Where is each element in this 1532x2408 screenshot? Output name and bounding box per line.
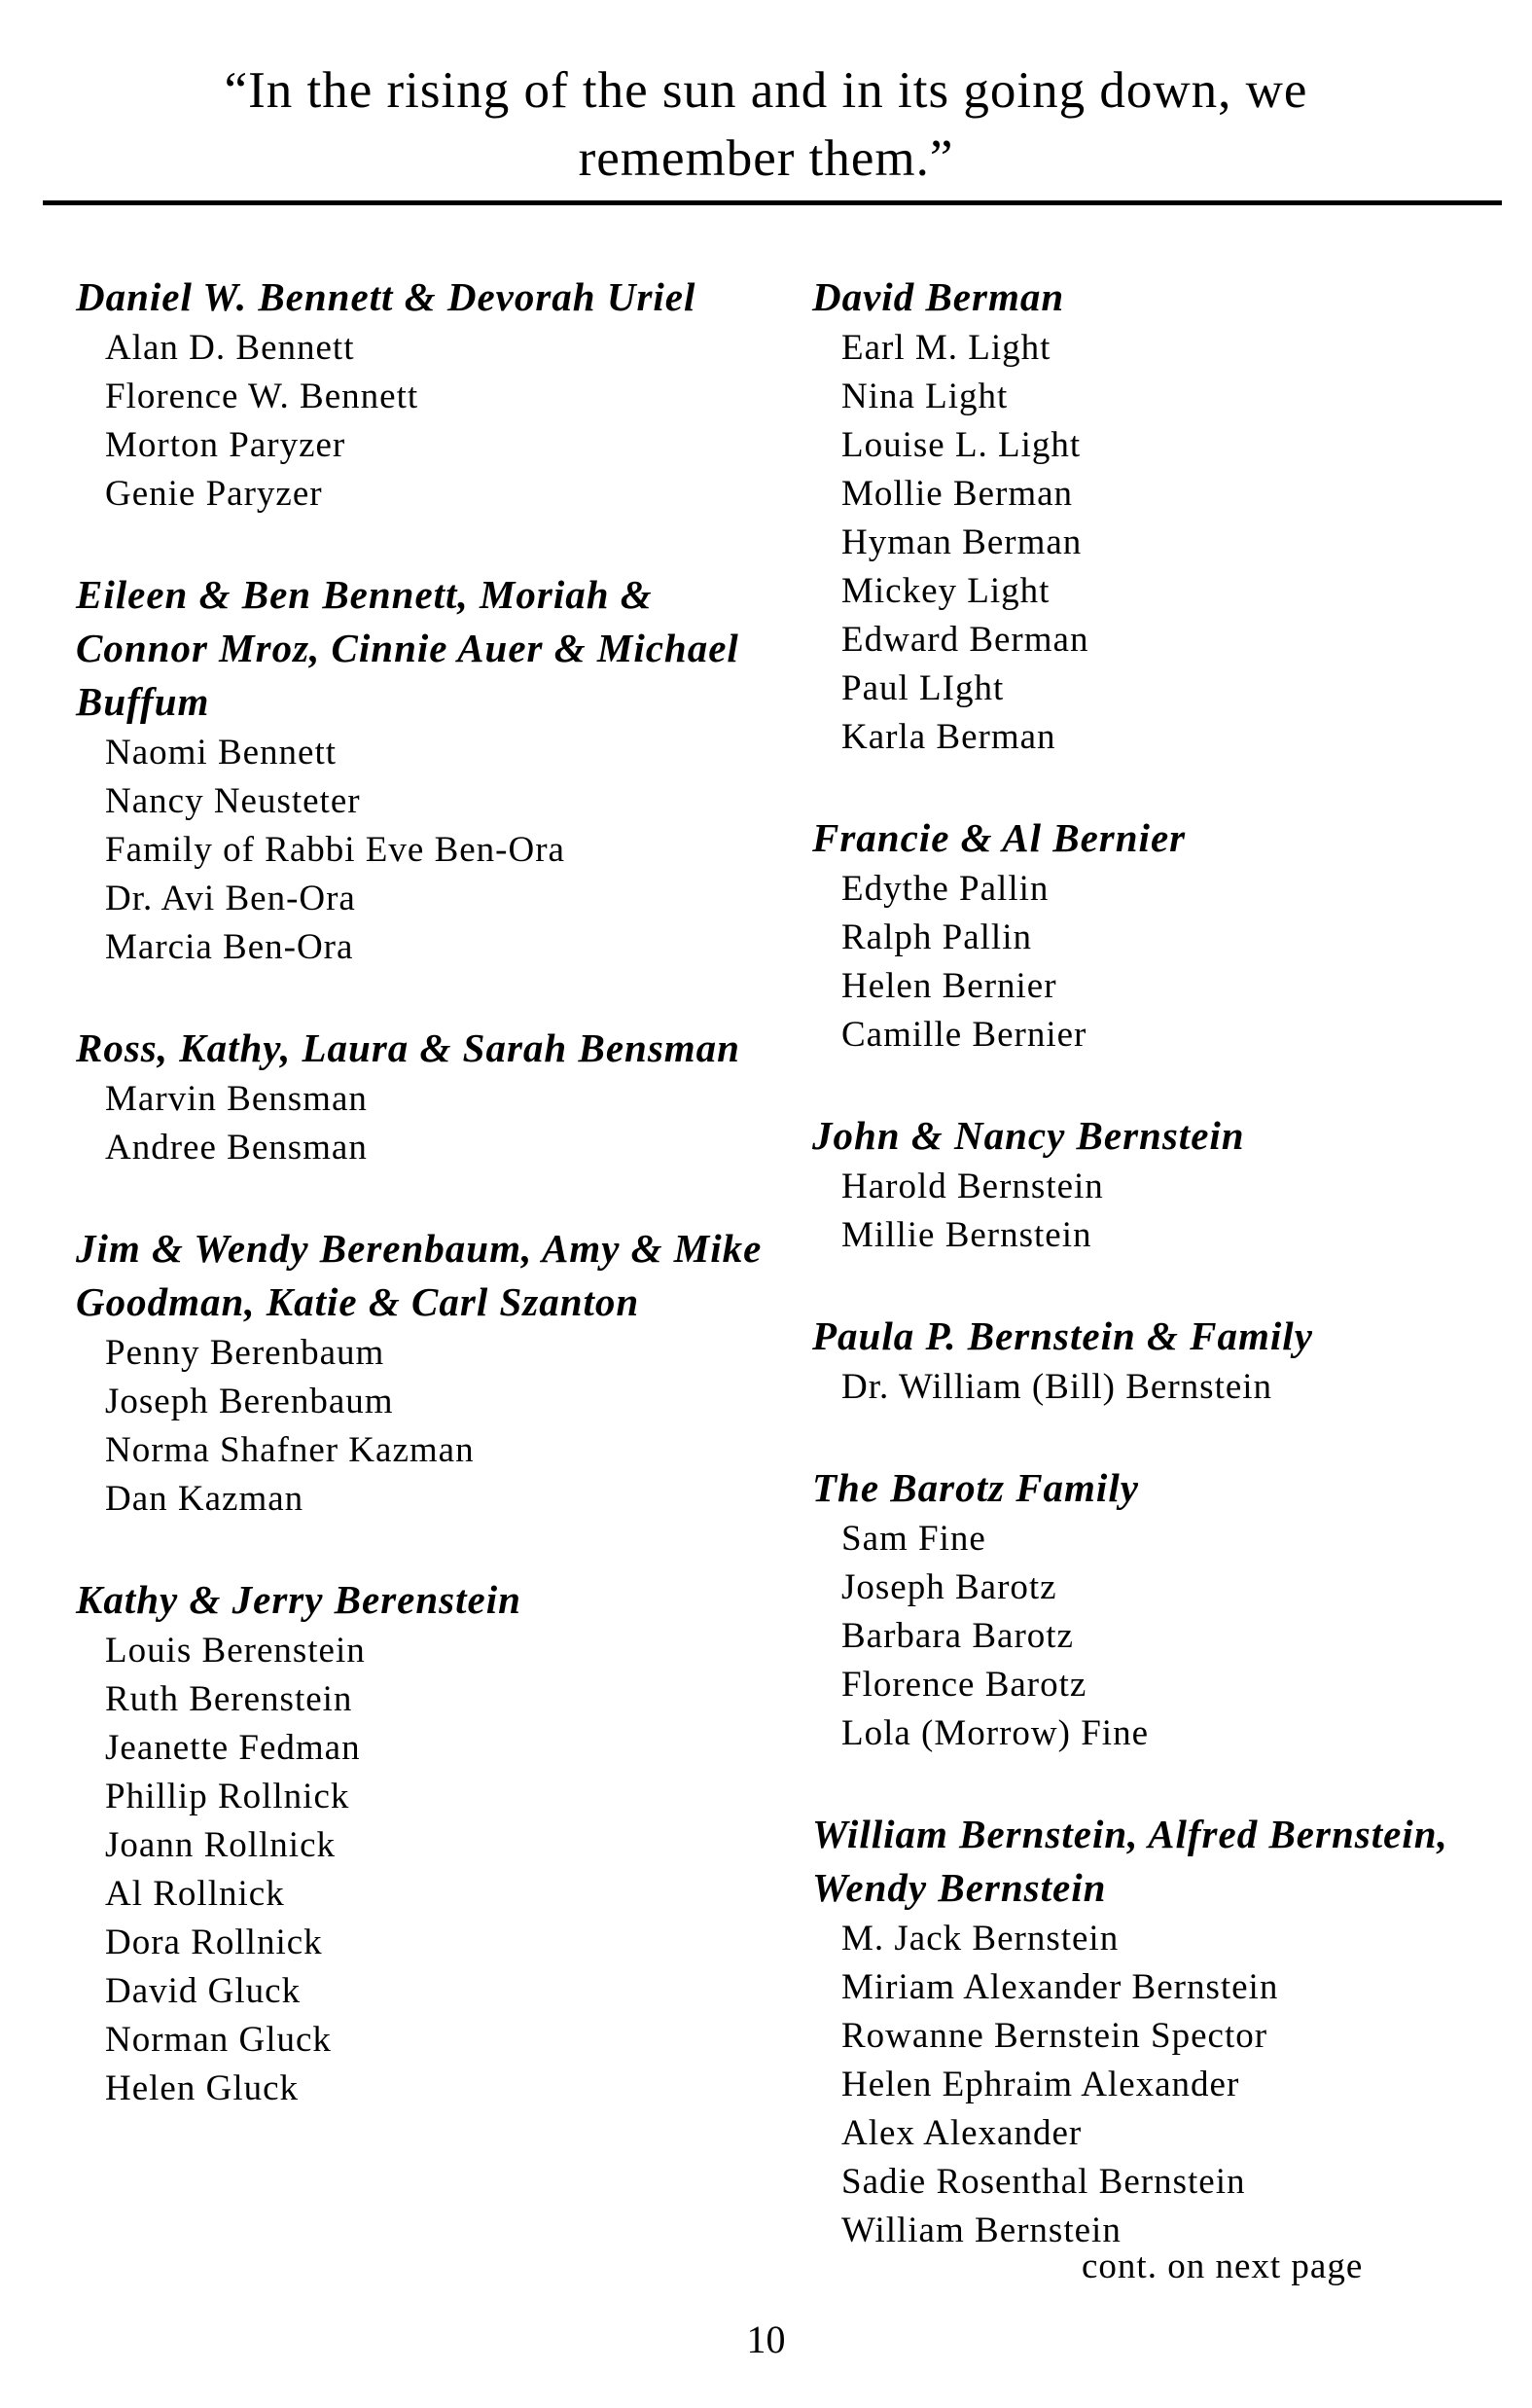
group-title: Paula P. Bernstein & Family <box>812 1313 1313 1358</box>
memorial-group <box>812 270 1493 762</box>
remembered-names-list <box>76 324 776 519</box>
remembered-name: Dan Kazman <box>105 1479 304 1519</box>
remembered-name: Norman Gluck <box>105 2020 332 2060</box>
remembered-name: Penny Berenbaum <box>105 1333 385 1373</box>
remembered-name: Florence Barotz <box>841 1665 1087 1705</box>
remembered-name: Edythe Pallin <box>841 869 1050 909</box>
remembered-name: Jeanette Fedman <box>105 1728 361 1768</box>
remembered-name: Joann Rollnick <box>105 1825 337 1865</box>
group-title: John & Nancy Bernstein <box>812 1113 1245 1158</box>
remembered-name: Marvin Bensman <box>105 1079 368 1119</box>
remembered-name: Joseph Barotz <box>841 1567 1057 1607</box>
remembered-name: Helen Ephraim Alexander <box>841 2065 1240 2104</box>
remembered-names-list <box>76 729 776 972</box>
group-title: William Bernstein, Alfred Bernstein, Wendy Bernstein <box>812 1812 1448 1910</box>
remembered-name: Lola (Morrow) Fine <box>841 1713 1149 1753</box>
remembered-name: David Gluck <box>105 1971 302 2011</box>
remembered-names-list <box>812 1163 1493 1260</box>
page-number: 10 <box>746 2318 786 2361</box>
remembered-name: M. Jack Bernstein <box>841 1919 1120 1959</box>
remembered-names-list <box>76 1329 776 1524</box>
remembered-name: Dr. William (Bill) Bernstein <box>841 1367 1273 1407</box>
group-title: Eileen & Ben Bennett, Moriah & Connor Mroz, Cinnie Auer & Michael Buffum <box>76 572 739 724</box>
remembered-name: Louise L. Light <box>841 425 1082 465</box>
remembered-name: Florence W. Bennett <box>105 377 419 416</box>
remembered-name: Edward Berman <box>841 620 1089 660</box>
group-title: Daniel W. Bennett & Devorah Uriel <box>76 274 696 319</box>
memorial-group <box>812 1808 1493 2255</box>
remembered-name: Rowanne Bernstein Spector <box>841 2016 1268 2056</box>
remembered-name: Morton Paryzer <box>105 425 346 465</box>
remembered-name: William Bernstein <box>841 2210 1122 2250</box>
remembered-name: Family of Rabbi Eve Ben-Ora <box>105 830 565 870</box>
remembered-name: Barbara Barotz <box>841 1616 1074 1656</box>
remembered-name: Alex Alexander <box>841 2113 1083 2153</box>
remembered-name: Louis Berenstein <box>105 1631 366 1671</box>
remembered-name: Helen Gluck <box>105 2068 300 2108</box>
memorial-group <box>812 1109 1493 1260</box>
group-title: The Barotz Family <box>812 1465 1139 1510</box>
remembered-name: Phillip Rollnick <box>105 1777 350 1816</box>
remembered-name: Naomi Bennett <box>105 733 338 773</box>
memorial-group <box>76 1022 776 1172</box>
remembered-name: Camille Bernier <box>841 1015 1087 1055</box>
header-divider <box>43 200 1502 205</box>
remembered-name: Alan D. Bennett <box>105 328 355 368</box>
remembered-name: Ruth Berenstein <box>105 1679 353 1719</box>
remembered-name: Marcia Ben-Ora <box>105 927 354 967</box>
remembered-name: Ralph Pallin <box>841 917 1032 957</box>
memorial-group <box>812 1310 1493 1412</box>
memorial-group <box>76 1573 776 2113</box>
remembered-name: Norma Shafner Kazman <box>105 1430 475 1470</box>
right-column <box>812 270 1493 2305</box>
remembered-name: Genie Paryzer <box>105 474 323 514</box>
remembered-name: Miriam Alexander Bernstein <box>841 1967 1279 2007</box>
remembered-names-list <box>76 1075 776 1172</box>
remembered-name: Sam Fine <box>841 1519 986 1559</box>
memorial-group <box>812 1461 1493 1758</box>
group-title: David Berman <box>812 274 1065 319</box>
remembered-names-list <box>812 1515 1493 1758</box>
remembered-name: Nina Light <box>841 377 1009 416</box>
remembered-name: Dora Rollnick <box>105 1923 323 1962</box>
group-title: Ross, Kathy, Laura & Sarah Bensman <box>76 1025 740 1070</box>
remembered-names-list <box>812 1915 1493 2255</box>
remembered-names-list <box>76 1627 776 2113</box>
remembered-name: Dr. Avi Ben-Ora <box>105 879 356 918</box>
remembered-name: Andree Bensman <box>105 1128 368 1168</box>
memorial-group <box>76 568 776 972</box>
remembered-name: Karla Berman <box>841 717 1056 757</box>
remembered-names-list <box>812 865 1493 1060</box>
remembered-name: Helen Bernier <box>841 966 1057 1006</box>
remembered-name: Mollie Berman <box>841 474 1074 514</box>
remembered-name: Mickey Light <box>841 571 1051 611</box>
remembered-names-list <box>812 324 1493 762</box>
remembered-name: Nancy Neusteter <box>105 781 361 821</box>
group-title: Jim & Wendy Berenbaum, Amy & Mike Goodman, Katie & Carl Szanton <box>76 1226 763 1324</box>
remembered-name: Sadie Rosenthal Bernstein <box>841 2162 1246 2202</box>
remembered-name: Harold Bernstein <box>841 1167 1104 1206</box>
remembered-name: Millie Bernstein <box>841 1215 1092 1255</box>
memorial-group <box>76 270 776 519</box>
remembered-name: Earl M. Light <box>841 328 1051 368</box>
remembered-name: Al Rollnick <box>105 1874 285 1914</box>
remembered-name: Hyman Berman <box>841 522 1083 562</box>
remembered-name: Joseph Berenbaum <box>105 1382 394 1421</box>
remembered-names-list <box>812 1363 1493 1412</box>
group-title: Francie & Al Bernier <box>812 815 1187 860</box>
remembered-name: Paul LIght <box>841 668 1005 708</box>
continuation-note: cont. on next page <box>1082 2246 1364 2286</box>
left-column <box>76 270 776 2163</box>
memorial-group <box>812 811 1493 1060</box>
memorial-group <box>76 1222 776 1524</box>
memorial-quote: “In the rising of the sun and in its going down, we remember them.” <box>224 62 1308 187</box>
group-title: Kathy & Jerry Berenstein <box>76 1577 521 1622</box>
